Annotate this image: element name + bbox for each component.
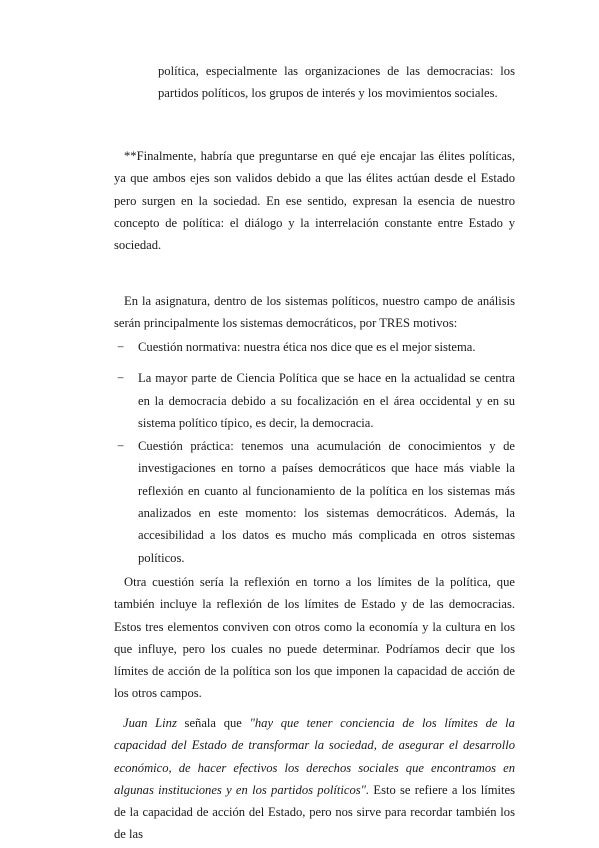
continuation-paragraph: política, especialmente las organizaciones de las democracias: los partidos políticos, los grupos de interés y los movimientos sociales.: [158, 64, 515, 101]
linz-quote: "hay que tener conciencia de los límites de la capacidad del Estado de transformar la sociedad, de asegurar el desarrollo económico, de hacer efectivos los derechos sociales que encontramos en algunas instituciones y en los partidos políticos".: [114, 716, 515, 797]
list-item-text: Cuestión normativa: nuestra ética nos dice que es el mejor sistema.: [138, 340, 476, 354]
paragraph-linz: [114, 712, 515, 846]
author-name: Juan Linz: [123, 716, 177, 730]
list-item: [114, 336, 515, 358]
list-item-text: La mayor parte de Ciencia Política que se hace en la actualidad se centra en la democracia debido a su focalización en el área occidental y en su sistema político típico, es decir, la democracia.: [138, 371, 515, 430]
dash-bullet-icon: −: [117, 371, 125, 386]
motives-list: [114, 336, 515, 569]
list-item-text: Cuestión práctica: tenemos una acumulación de conocimientos y de investigaciones en torno a países democráticos que hace más viable la reflexión en cuanto al funcionamiento de la política en los sistemas más analizados en este momento: los sistemas democráticos. Además, la accesibilidad a los datos es mucho más complicada en otros sistemas políticos.: [138, 439, 515, 565]
paragraph-finalmente: **Finalmente, habría que preguntarse en qué eje encajar las élites políticas, ya que ambos ejes son validos debido a que las élites actúan desde el Estado pero surgen en la sociedad. En ese sentido, expresan la esencia de nuestro concepto de política: el diálogo y la interrelación constante entre Estado y sociedad.: [114, 149, 515, 253]
list-item: [114, 435, 515, 569]
paragraph-asignatura: En la asignatura, dentro de los sistemas políticos, nuestro campo de análisis serán principalmente los sistemas democráticos, por TRES motivos:: [114, 294, 515, 331]
linz-intro: señala que: [176, 716, 250, 730]
dash-bullet-icon: −: [117, 340, 125, 354]
linz-rest: Esto se refiere a los límites de la capacidad de acción del Estado, pero nos sirve para recordar también los de las: [114, 782, 515, 842]
dash-bullet-icon: −: [117, 439, 125, 454]
list-item: [114, 367, 515, 434]
paragraph-otra-cuestion: Otra cuestión sería la reflexión en torno a los límites de la política, que también incluye la reflexión de los límites de Estado y de las democracias. Estos tres elementos conviven con otros como la economía y la cultura en los que influye, pero los cuales no puede determinar. Podríamos decir que los límites de acción de la política son los que imponen la capacidad de acción de los otros campos.: [114, 575, 515, 701]
